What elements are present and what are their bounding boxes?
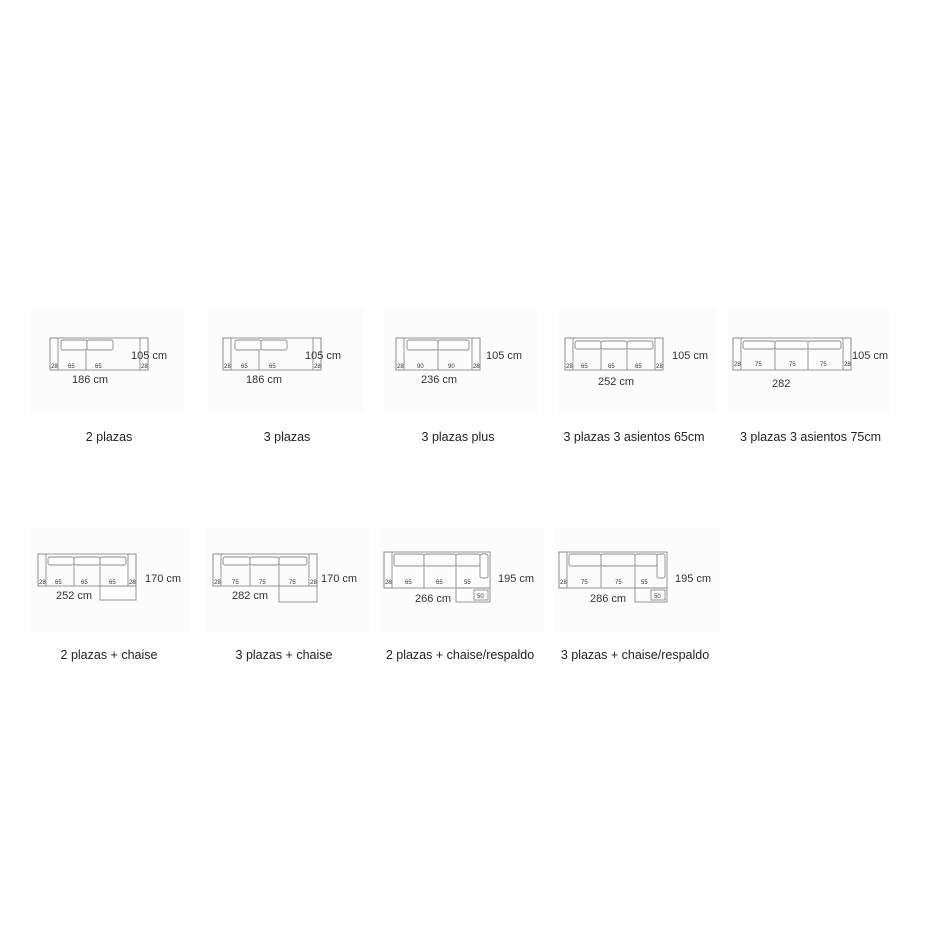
- model-caption: 3 plazas + chaise: [235, 648, 333, 662]
- seat-width-label: 65: [68, 364, 75, 370]
- sofa-plan-drawing: [30, 520, 195, 630]
- back-cushion: [601, 554, 635, 566]
- total-width-label: 282: [772, 378, 791, 390]
- depth-label: 105 cm: [852, 350, 889, 362]
- back-cushion: [438, 340, 469, 350]
- depth-label: 170 cm: [145, 573, 182, 585]
- sofa-plan-drawing: [380, 520, 550, 630]
- sofa-plan-drawing: [205, 520, 375, 630]
- sofa-plan-drawing: [558, 300, 723, 410]
- seat-width-label: 65: [436, 580, 443, 586]
- back-cushion: [87, 340, 113, 350]
- sofa-model-2-plazas: [30, 300, 190, 450]
- arm-width-label: 28: [314, 364, 321, 370]
- seat-width-label: 65: [81, 580, 88, 586]
- back-cushion: [424, 554, 456, 566]
- back-cushion: [394, 554, 424, 566]
- arm-width-label: 28: [310, 580, 317, 586]
- model-caption: 2 plazas: [85, 430, 133, 444]
- back-cushion: [407, 340, 438, 350]
- total-width-label: 282 cm: [232, 590, 269, 602]
- arm-width-label: 28: [560, 580, 567, 586]
- arm-width-label: 28: [141, 364, 148, 370]
- seat-width-label: 75: [820, 362, 827, 368]
- arm-width-label: 28: [51, 364, 58, 370]
- back-cushion: [100, 557, 126, 565]
- arm-width-label: 28: [214, 580, 221, 586]
- total-width-label: 236 cm: [421, 374, 458, 386]
- depth-label: 195 cm: [675, 573, 712, 585]
- arm-width-label: 28: [473, 364, 480, 370]
- depth-label: 170 cm: [321, 573, 358, 585]
- model-caption: 2 plazas + chaise: [60, 648, 158, 662]
- arm-width-label: 28: [129, 580, 136, 586]
- back-cushion: [261, 340, 287, 350]
- model-caption: 3 plazas 3 asientos 75cm: [739, 430, 882, 444]
- model-caption: 3 plazas 3 asientos 65cm: [563, 430, 705, 444]
- sofa-plan-drawing: [728, 300, 903, 410]
- arm-width-label: 28: [397, 364, 404, 370]
- seat-width-label: 75: [259, 580, 266, 586]
- sofa-plan-drawing: [208, 300, 368, 410]
- back-cushion: [743, 341, 775, 349]
- depth-label: 105 cm: [131, 350, 168, 362]
- depth-label: 105 cm: [672, 350, 709, 362]
- sofa-model-3-plazas-chaise-respaldo: [555, 520, 725, 670]
- total-width-label: 286 cm: [590, 593, 627, 605]
- arm-width-label: 28: [224, 364, 231, 370]
- back-cushion: [775, 341, 808, 349]
- seat-width-label: 65: [109, 580, 116, 586]
- arm-width-label: 28: [39, 580, 46, 586]
- back-cushion: [279, 557, 307, 565]
- seat-width-label: 65: [635, 364, 642, 370]
- total-width-label: 186 cm: [246, 374, 283, 386]
- model-caption: 3 plazas + chaise/respaldo: [560, 648, 710, 662]
- sofa-model-3-plazas: [208, 300, 368, 450]
- arm-width-label: 28: [656, 364, 663, 370]
- depth-label: 195 cm: [498, 573, 535, 585]
- backrest-width-label: 50: [654, 594, 661, 600]
- model-caption: 2 plazas + chaise/respaldo: [385, 648, 535, 662]
- back-cushion: [250, 557, 279, 565]
- model-caption: 3 plazas plus: [421, 430, 495, 444]
- total-width-label: 186 cm: [72, 374, 109, 386]
- arm-width-label: 28: [566, 364, 573, 370]
- total-width-label: 266 cm: [415, 593, 452, 605]
- model-caption: 3 plazas: [263, 430, 311, 444]
- seat-width-label: 75: [615, 580, 622, 586]
- seat-width-label: 65: [581, 364, 588, 370]
- back-cushion: [74, 557, 100, 565]
- back-cushion: [223, 557, 250, 565]
- arm-width-label: 28: [734, 362, 741, 368]
- depth-label: 105 cm: [486, 350, 523, 362]
- backrest-width-label: 50: [477, 594, 484, 600]
- back-cushion: [627, 341, 653, 349]
- back-cushion: [601, 341, 627, 349]
- sofa-model-2-plazas-chaise: [30, 520, 195, 670]
- sofa-model-3-plazas-3-asientos-75: [728, 300, 903, 450]
- sofa-model-3-plazas-plus: [383, 300, 543, 450]
- seat-width-label: 65: [241, 364, 248, 370]
- seat-width-label: 90: [417, 364, 424, 370]
- seat-width-label: 75: [789, 362, 796, 368]
- seat-width-label: 65: [55, 580, 62, 586]
- side-backrest: [657, 554, 665, 578]
- back-cushion: [575, 341, 601, 349]
- seat-width-label: 65: [405, 580, 412, 586]
- back-cushion: [569, 554, 601, 566]
- sofa-plan-drawing: [383, 300, 543, 410]
- back-cushion: [61, 340, 87, 350]
- total-width-label: 252 cm: [598, 376, 635, 388]
- seat-width-label: 75: [755, 362, 762, 368]
- sofa-model-3-plazas-3-asientos-65: [558, 300, 723, 450]
- seat-width-label: 65: [95, 364, 102, 370]
- arm-width-label: 28: [844, 362, 851, 368]
- sofa-plan-drawing: [555, 520, 725, 630]
- seat-width-label: 55: [641, 580, 648, 586]
- back-cushion: [456, 554, 480, 566]
- chaise-extension: [100, 586, 136, 600]
- seat-width-label: 90: [448, 364, 455, 370]
- total-width-label: 252 cm: [56, 590, 93, 602]
- back-cushion: [635, 554, 657, 566]
- seat-width-label: 65: [608, 364, 615, 370]
- back-cushion: [235, 340, 261, 350]
- seat-width-label: 75: [232, 580, 239, 586]
- seat-width-label: 75: [581, 580, 588, 586]
- side-backrest: [480, 554, 488, 578]
- seat-width-label: 55: [464, 580, 471, 586]
- arm-width-label: 28: [385, 580, 392, 586]
- sofa-plan-drawing: [30, 300, 190, 410]
- seat-width-label: 65: [269, 364, 276, 370]
- sofa-model-2-plazas-chaise-respaldo: [380, 520, 550, 670]
- chaise-extension: [279, 586, 317, 602]
- depth-label: 105 cm: [305, 350, 342, 362]
- back-cushion: [48, 557, 74, 565]
- sofa-model-3-plazas-chaise: [205, 520, 375, 670]
- seat-width-label: 75: [289, 580, 296, 586]
- back-cushion: [808, 341, 841, 349]
